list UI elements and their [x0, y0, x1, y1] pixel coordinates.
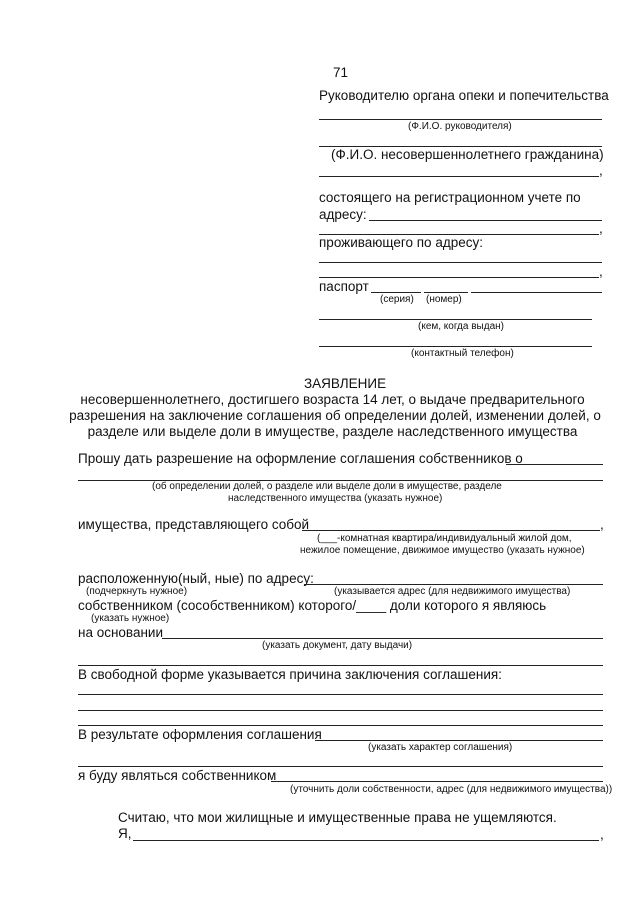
- owner-line-text: собственником (сособственником) которого/____ доли которого я являюсь: [78, 598, 547, 613]
- living-address-line-1[interactable]: [319, 262, 602, 263]
- request-hint-1: (об определении долей, о разделе или выделе доли в имуществе, разделе: [152, 481, 502, 492]
- head-fio-line[interactable]: [319, 119, 602, 120]
- head-fio-hint: (Ф.И.О. руководителя): [408, 121, 512, 132]
- rights-statement: Считаю, что мои жилищные и имущественные права не ущемляются.: [118, 810, 557, 825]
- comma: ,: [600, 827, 604, 842]
- basis-hint: (указать документ, дату выдачи): [262, 640, 413, 651]
- registered-address-label: адресу:: [319, 207, 367, 222]
- reason-line-1[interactable]: [78, 694, 603, 695]
- passport-label: паспорт: [319, 279, 369, 294]
- located-label: расположенную(ный, ные) по адресу:: [78, 571, 314, 586]
- underline-hint: (подчеркнуть нужное): [86, 586, 188, 597]
- page-number: 71: [333, 65, 349, 80]
- signature-name-line[interactable]: [133, 840, 599, 841]
- result-line-2[interactable]: [78, 766, 603, 767]
- living-address-line-2[interactable]: [319, 277, 599, 278]
- statement-subtitle-1: несовершеннолетнего, достигшего возраста 14 лет, о выдаче предварительного: [80, 392, 585, 407]
- result-hint: (указать характер соглашения): [368, 742, 513, 753]
- passport-number-line[interactable]: [424, 292, 468, 293]
- issued-hint: (кем, когда выдан): [418, 321, 504, 332]
- registered-address-line-1[interactable]: [369, 220, 602, 221]
- passport-extra-line[interactable]: [471, 292, 602, 293]
- comma: ,: [600, 517, 604, 532]
- passport-series-line[interactable]: [371, 292, 421, 293]
- comma: ,: [599, 163, 603, 178]
- i-label: Я,: [118, 826, 132, 841]
- owner-will-hint: (уточнить доли собственности, адрес (для недвижимого имущества)): [290, 784, 613, 795]
- basis-line-2[interactable]: [78, 665, 603, 666]
- property-hint-1: (___-комнатная квартира/индивидуальный жилой дом,: [317, 533, 572, 544]
- addressee-text: Руководителю органа опеки и попечительства: [319, 88, 609, 103]
- comma: ,: [599, 264, 603, 279]
- basis-label: на основании: [78, 625, 164, 640]
- minor-fio-hint: (Ф.И.О. несовершеннолетнего гражданина): [331, 147, 604, 162]
- result-label: В результате оформления соглашения: [78, 727, 322, 742]
- free-form-label: В свободной форме указывается причина заключения соглашения:: [78, 667, 502, 682]
- phone-line[interactable]: [319, 346, 592, 347]
- address-hint: (указывается адрес (для недвижимого имущества): [334, 586, 571, 597]
- number-hint: (номер): [426, 294, 462, 305]
- request-text: Прошу дать разрешение на оформление соглашения собственников о: [78, 451, 523, 466]
- located-address-line[interactable]: [304, 584, 603, 585]
- result-line[interactable]: [315, 740, 603, 741]
- registered-label: состоящего на регистрационном учете по: [319, 190, 581, 205]
- reason-line-3[interactable]: [78, 725, 603, 726]
- owner-will-label: я буду являться собственником: [78, 768, 277, 783]
- comma: ,: [599, 221, 603, 236]
- property-line[interactable]: [302, 530, 600, 531]
- living-label: проживающего по адресу:: [319, 235, 483, 250]
- statement-subtitle-3: разделе или выделе доли в имуществе, разделе наследственного имущества: [87, 424, 578, 439]
- series-hint: (серия): [380, 294, 414, 305]
- statement-subtitle-2: разрешения на заключение соглашения об определении долей, изменении долей, о: [69, 408, 601, 423]
- request-hint-2: наследственного имущества (указать нужное): [228, 493, 443, 504]
- request-line-1[interactable]: [506, 464, 603, 465]
- statement-heading: ЗАЯВЛЕНИЕ: [304, 376, 387, 391]
- basis-line[interactable]: [162, 638, 603, 639]
- owner-will-line[interactable]: [271, 781, 603, 782]
- phone-hint: (контактный телефон): [411, 348, 514, 359]
- specify-hint: (указать нужное): [91, 613, 170, 624]
- property-hint-2: нежилое помещение, движимое имущество (указать нужное): [300, 545, 585, 556]
- passport-issued-line[interactable]: [319, 319, 592, 320]
- property-label: имущества, представляющего собой: [78, 517, 310, 532]
- reason-line-2[interactable]: [78, 710, 603, 711]
- minor-fio-line[interactable]: [319, 176, 599, 177]
